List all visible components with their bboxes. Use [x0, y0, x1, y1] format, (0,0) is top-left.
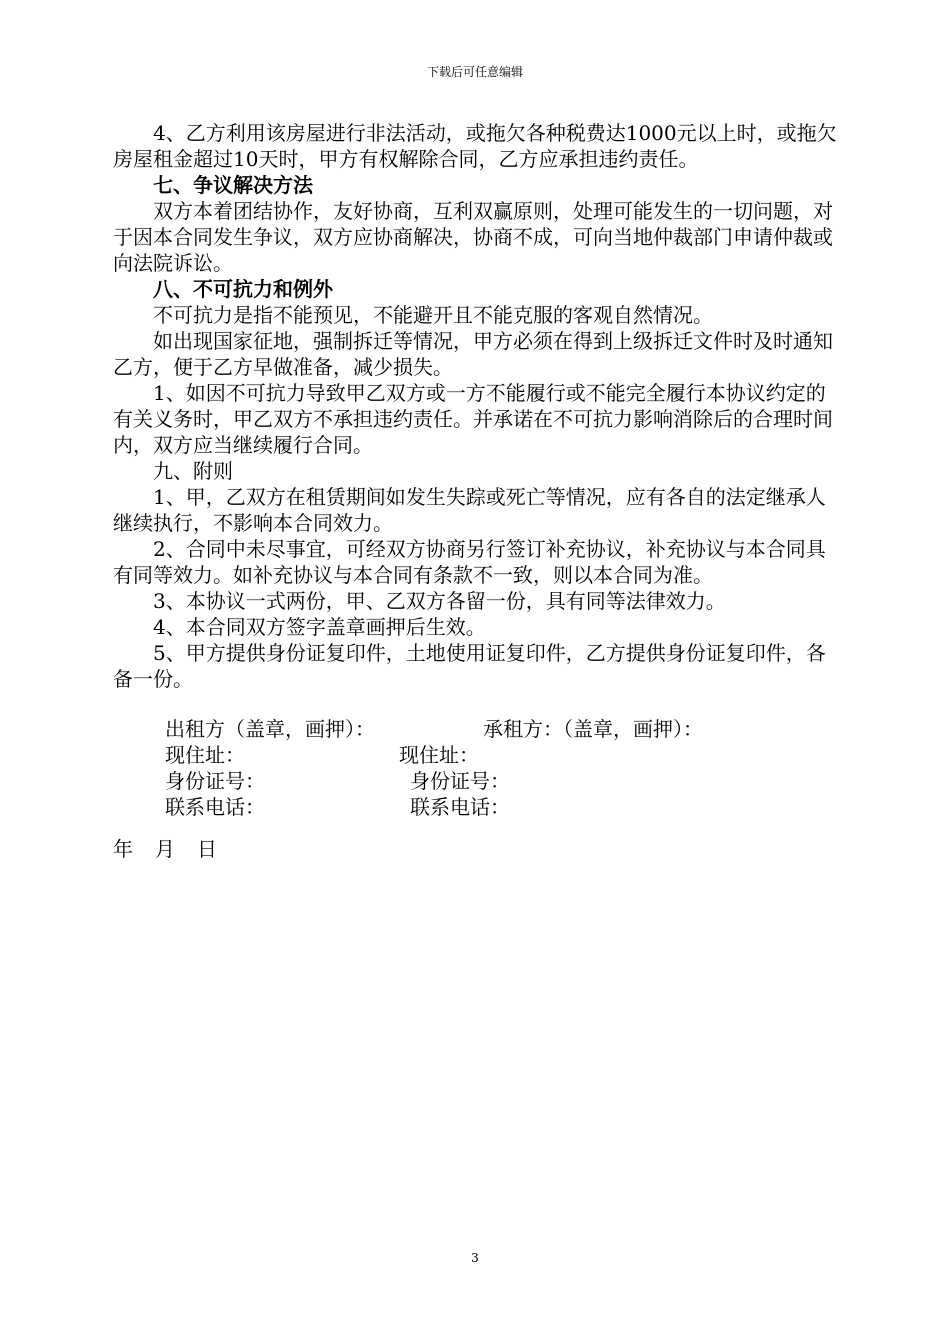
clause-paragraph: 1、如因不可抗力导致甲乙双方或一方不能履行或不能完全履行本协议约定的有关义务时，甲乙双方不承担违约责任。并承诺在不可抗力影响消除后的合理时间内，双方应当继续履行合同。 — [113, 381, 833, 457]
lessee-address-label: 现住址： — [399, 743, 479, 767]
clause-paragraph: 不可抗力是指不能预见，不能避开且不能克服的客观自然情况。 — [153, 303, 713, 327]
page-number: 3 — [471, 1251, 479, 1265]
section-heading: 七、争议解决方法 — [153, 173, 313, 197]
clause-paragraph: 3、本协议一式两份，甲、乙双方各留一份，具有同等法律效力。 — [153, 589, 726, 613]
lessee-phone-label: 联系电话： — [410, 795, 510, 819]
lessor-address-label: 现住址： — [165, 743, 245, 767]
signature-row-phone — [113, 794, 841, 820]
section-heading: 九、附则 — [153, 459, 233, 483]
clause-paragraph: 2、合同中未尽事宜，可经双方协商另行签订补充协议，补充协议与本合同具有同等效力。如补充协议与本合同有条款不一致，则以本合同为准。 — [113, 537, 826, 587]
date-day: 日 — [197, 837, 217, 861]
page-header: 下载后可任意编辑 — [426, 65, 523, 79]
signature-row-address — [113, 742, 841, 768]
clause-paragraph: 双方本着团结协作，友好协商，互利双赢原则，处理可能发生的一切问题，对于因本合同发生争议，双方应协商解决，协商不成，可向当地仲裁部门申请仲裁或向法院诉讼。 — [113, 199, 833, 275]
date-month: 月 — [155, 837, 175, 861]
signature-row-parties — [113, 716, 841, 742]
lessee-label: 承租方：（盖章，画押）： — [483, 717, 703, 741]
lessor-phone-label: 联系电话： — [165, 795, 265, 819]
lessor-id-label: 身份证号： — [165, 769, 265, 793]
lessee-id-label: 身份证号： — [410, 769, 510, 793]
clause-paragraph: 4、本合同双方签字盖章画押后生效。 — [153, 615, 486, 639]
section-heading: 八、不可抗力和例外 — [153, 277, 333, 301]
spacer — [113, 692, 841, 716]
date-year: 年 — [113, 837, 133, 861]
lessor-label: 出租方（盖章，画押）： — [165, 717, 375, 741]
clause-paragraph: 1、甲，乙双方在租赁期间如发生失踪或死亡等情况，应有各自的法定继承人继续执行，不影响本合同效力。 — [113, 485, 826, 535]
signature-row-id — [113, 768, 841, 794]
clause-paragraph: 5、甲方提供身份证复印件，土地使用证复印件，乙方提供身份证复印件，各备一份。 — [113, 641, 826, 691]
clause-paragraph: 4、乙方利用该房屋进行非法活动，或拖欠各种税费达1000元以上时，或拖欠房屋租金超过10天时，甲方有权解除合同，乙方应承担违约责任。 — [113, 121, 837, 171]
date-line — [113, 836, 841, 862]
document-body — [113, 120, 841, 862]
clause-paragraph: 如出现国家征地，强制拆迁等情况，甲方必须在得到上级拆迁文件时及时通知乙方，便于乙方早做准备，减少损失。 — [113, 329, 833, 379]
